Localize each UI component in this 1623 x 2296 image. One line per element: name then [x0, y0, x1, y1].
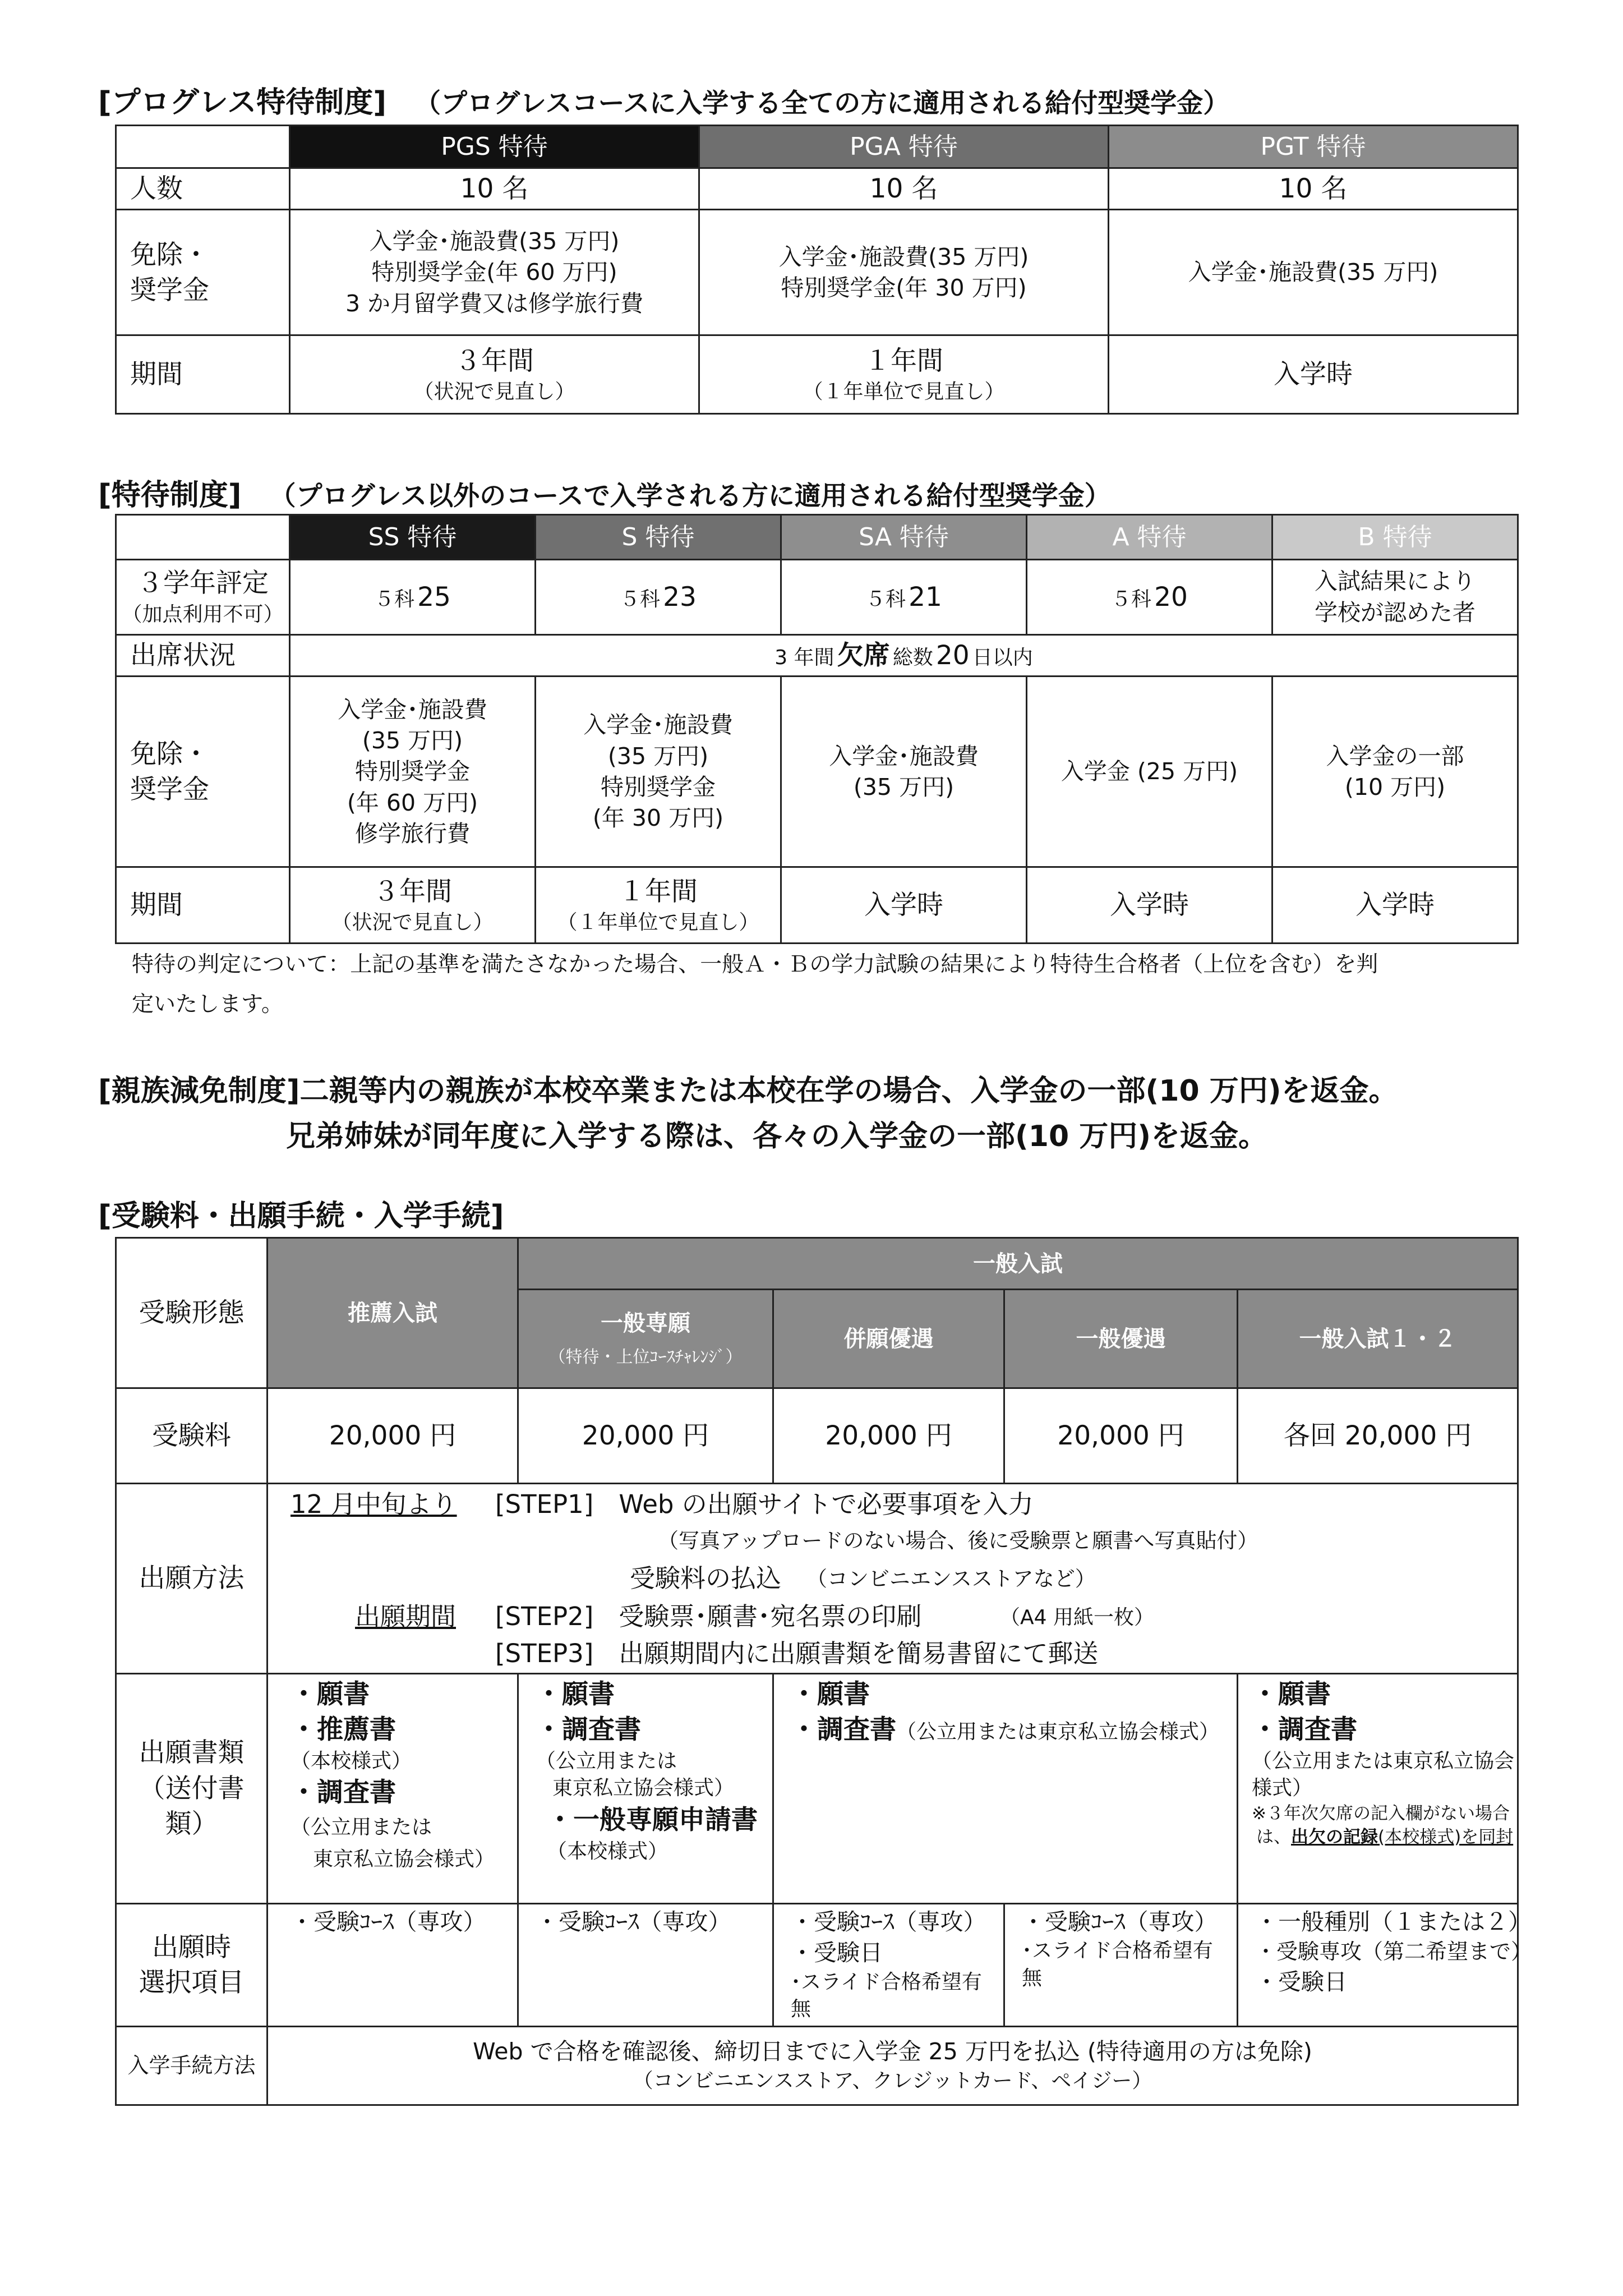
- method-date: 12 月中旬より: [291, 1489, 457, 1519]
- ippan12-header: 一般入試１・２: [1238, 1290, 1518, 1388]
- label-line: 選択項目: [139, 1967, 245, 1998]
- grade-prefix: ５科: [865, 587, 906, 611]
- sengan-fee: 20,000 円: [518, 1388, 773, 1484]
- label-line: 出願時: [152, 1931, 231, 1963]
- pgs-exemption: [290, 210, 699, 335]
- method-step1-pay: 受験料の払込: [630, 1563, 782, 1593]
- doc-note: （公立用または東京私立協会様式）: [896, 1720, 1220, 1744]
- b-period: 入学時: [1272, 867, 1518, 944]
- doc-note: [1252, 1826, 1515, 1849]
- period-main: ３年間: [373, 876, 452, 907]
- select-item: ・受験ｺｰｽ（専攻）: [791, 1908, 986, 1935]
- exam-section: [98, 1192, 1533, 2106]
- doc-item: ・願書: [1252, 1679, 1331, 1710]
- a-exemption: 入学金 (25 万円): [1027, 677, 1272, 867]
- method-step3: [STEP3] 出願期間内に出願書類を簡易書留にて郵送: [495, 1639, 1099, 1668]
- attendance-value: [290, 635, 1518, 677]
- select-item: ・受験日: [791, 1939, 883, 1967]
- grade-value: 20: [1154, 581, 1188, 613]
- select-item: ･スライド合格希望有無: [791, 1970, 982, 2021]
- select-item: ・一般種別（１または２）: [1255, 1908, 1531, 1935]
- b-grade: [1272, 560, 1518, 635]
- exemption-line: (年 60 万円): [347, 789, 478, 816]
- pga-exemption: [699, 210, 1109, 335]
- doc-item: [791, 1712, 1232, 1747]
- note-line: 定いたします。: [132, 991, 283, 1017]
- ss-exemption: [290, 677, 536, 867]
- label-line: 奨学金: [130, 274, 209, 306]
- exemption-label: [116, 677, 290, 867]
- kinship-line1: [親族減免制度]二親等内の親族が本校卒業または本校在学の場合、入学金の一部(10 万円)を返金。: [98, 1074, 1398, 1108]
- s-exemption: [536, 677, 781, 867]
- exemption-line: (35 万円): [607, 742, 709, 770]
- enroll-content: [268, 2026, 1518, 2105]
- pga-count: 10 名: [699, 168, 1109, 210]
- period-label: 期間: [116, 335, 290, 414]
- grade-prefix: ５科: [374, 587, 415, 611]
- method-label: 出願方法: [116, 1484, 268, 1674]
- header-main: 一般専願: [601, 1310, 690, 1337]
- period-note: （１年単位で見直し）: [803, 380, 1005, 404]
- doc-item: ・願書: [791, 1679, 870, 1710]
- ippan-header: 一般入試: [518, 1238, 1518, 1290]
- exemption-line: 特別奨学金: [355, 758, 470, 785]
- method-step1-pay-note: （コンビニエンスストアなど）: [806, 1567, 1096, 1591]
- pgt-count: 10 名: [1109, 168, 1518, 210]
- method-step1-note: （写真アップロードのない場合、後に受験票と願書へ写真貼付）: [658, 1529, 1258, 1553]
- sa-header: SA 特待: [781, 515, 1027, 560]
- doc-item: [291, 1712, 513, 1775]
- doc-note: 東京私立協会様式）: [313, 1847, 495, 1871]
- grade-line: 入試結果により: [1315, 568, 1476, 595]
- kinship-section: [98, 1069, 1556, 1159]
- method-step2: [STEP2] 受験票･願書･宛名票の印刷: [495, 1602, 922, 1631]
- b-header: B 特待: [1272, 515, 1518, 560]
- select-label: [116, 1904, 268, 2027]
- s-header: S 特待: [536, 515, 781, 560]
- pga-header: PGA 特待: [699, 126, 1109, 168]
- label-line: 奨学金: [130, 774, 209, 805]
- pgs-count: 10 名: [290, 168, 699, 210]
- select-item: ・受験日: [1255, 1968, 1347, 1995]
- sa-period: 入学時: [781, 867, 1027, 944]
- method-step2-note: （A4 用紙一枚）: [1000, 1606, 1154, 1629]
- enroll-line: Web で合格を確認後、締切日までに入学金 25 万円を払込 (特待適用の方は免除): [473, 2038, 1312, 2065]
- heigan-header: 併願優遇: [773, 1290, 1004, 1388]
- suisen-docs: [268, 1674, 518, 1904]
- exemption-line: 入学金の一部: [1326, 742, 1464, 770]
- method-step1: [STEP1] Web の出願サイトで必要事項を入力: [495, 1489, 1034, 1519]
- tokutai-note: [132, 945, 1517, 1024]
- label-line: （送付書類）: [139, 1773, 245, 1840]
- period-note: （１年単位で見直し）: [557, 911, 759, 935]
- header-note: （特待・上位ｺｰｽﾁｬﾚﾝｼﾞ）: [548, 1347, 743, 1368]
- exam-heading: [98, 1192, 1517, 1237]
- exemption-line: 入学金･施設費: [583, 711, 733, 739]
- tokutai-section: [98, 471, 1517, 1024]
- exemption-label: [116, 210, 290, 335]
- sa-grade: [781, 560, 1027, 635]
- count-label: 人数: [116, 168, 290, 210]
- docs-label: [116, 1674, 268, 1904]
- doc-item: ・調査書: [291, 1777, 396, 1809]
- period-note: （状況で見直し）: [331, 911, 494, 935]
- yugu-select: [1004, 1904, 1238, 2027]
- doc-note: （本校様式）: [547, 1839, 668, 1863]
- method-content: [268, 1484, 1518, 1674]
- tokutai-heading: [98, 471, 1517, 516]
- doc-name: ・調査書: [791, 1714, 896, 1746]
- doc-name: ・推薦書: [291, 1714, 396, 1746]
- exam-table: [115, 1237, 1533, 2106]
- grade-prefix: ５科: [1111, 587, 1152, 611]
- corner-cell: [116, 126, 290, 168]
- b-exemption: [1272, 677, 1518, 867]
- note-part: (本校様式)を同封: [1378, 1826, 1514, 1847]
- doc-item: ・調査書: [536, 1714, 641, 1746]
- s-grade: [536, 560, 781, 635]
- period-note: （状況で見直し）: [413, 380, 575, 404]
- exemption-line: 入学金･施設費: [829, 742, 979, 770]
- progress-heading: [98, 79, 1517, 123]
- pgt-period: 入学時: [1109, 335, 1518, 414]
- label-line: ３学年評定: [137, 568, 269, 599]
- section-title: [プログレス特待制度]: [98, 86, 386, 119]
- grade-line: 学校が認めた者: [1315, 599, 1476, 626]
- exemption-line: 入学金･施設費(35 万円): [369, 227, 620, 255]
- enroll-label: 入学手続方法: [116, 2026, 268, 2105]
- section-title: [特待制度]: [98, 478, 242, 512]
- a-grade: [1027, 560, 1272, 635]
- exemption-line: 特別奨学金(年 60 万円): [371, 259, 617, 286]
- note-line: 特待の判定について：上記の基準を満たさなかった場合、一般Ａ・Ｂの学力試験の結果により特待生合格者（上位を含む）を判: [132, 952, 1378, 978]
- select-item: ・受験専攻（第二希望まで）: [1255, 1939, 1533, 1964]
- sengan-docs: [518, 1674, 773, 1904]
- attendance-label: 出席状況: [116, 635, 290, 677]
- kinship-line2: 兄弟姉妹が同年度に入学する際は、各々の入学金の一部(10 万円)を返金。: [286, 1119, 1267, 1153]
- ippan-fee: 各回 20,000 円: [1238, 1388, 1518, 1484]
- attendance-absent: 欠席: [837, 640, 890, 671]
- note-part: 出欠の記録: [1291, 1826, 1378, 1847]
- pgs-period: [290, 335, 699, 414]
- exemption-line: 特別奨学金(年 30 万円): [781, 274, 1027, 301]
- grade-prefix: ５科: [620, 587, 661, 611]
- attendance-num: 20: [935, 640, 970, 671]
- heigan-fee: 20,000 円: [773, 1388, 1004, 1484]
- label-line: 免除・: [130, 738, 209, 770]
- doc-note: （公立用または東京私立協会: [1252, 1749, 1515, 1773]
- doc-note: 東京私立協会様式）: [552, 1777, 735, 1800]
- attendance-pre: 3 年間: [774, 646, 834, 669]
- label-note: （加点利用不可）: [122, 602, 284, 626]
- method-period: 出願期間: [355, 1602, 457, 1631]
- corner-cell: [116, 515, 290, 560]
- doc-item: ・願書: [291, 1679, 370, 1710]
- sengan-header: [518, 1290, 773, 1388]
- grade-value: 23: [663, 581, 697, 613]
- pgs-header: PGS 特待: [290, 126, 699, 168]
- enroll-line: （コンビニエンスストア、クレジットカード、ペイジー）: [633, 2069, 1152, 2092]
- heigan-yugu-docs: [773, 1674, 1238, 1904]
- exemption-line: 入学金･施設費: [338, 696, 487, 723]
- attendance-mid: 総数: [892, 646, 933, 669]
- doc-note: 様式）: [1252, 1777, 1313, 1800]
- doc-item: ・調査書: [1252, 1714, 1357, 1746]
- select-item: ・受験ｺｰｽ（専攻）: [1022, 1908, 1218, 1935]
- exemption-line: 修学旅行費: [355, 820, 470, 847]
- suisen-select: [268, 1904, 518, 2027]
- exemption-line: 入学金･施設費(35 万円): [778, 243, 1029, 270]
- exemption-line: 特別奨学金: [601, 773, 716, 800]
- doc-note: （公立用または: [536, 1749, 677, 1773]
- select-item: ･スライド合格希望有無: [1022, 1939, 1213, 1990]
- ippan-docs: [1238, 1674, 1518, 1904]
- section-subtitle: （プログレスコースに入学する全ての方に適用される給付型奨学金）: [414, 88, 1230, 119]
- exemption-line: (35 万円): [853, 773, 955, 800]
- tokutai-table: [115, 514, 1519, 944]
- exemption-line: (35 万円): [362, 726, 463, 754]
- sa-exemption: [781, 677, 1027, 867]
- section-subtitle: （プログレス以外のコースで入学される方に適用される給付型奨学金）: [269, 481, 1111, 512]
- pgt-header: PGT 特待: [1109, 126, 1518, 168]
- section-title: [受験料・出願手続・入学手続]: [98, 1199, 504, 1233]
- doc-item: ・願書: [536, 1679, 615, 1710]
- doc-note: （公立用または: [291, 1815, 432, 1839]
- ss-grade: [290, 560, 536, 635]
- period-label: 期間: [116, 867, 290, 944]
- exemption-line: (10 万円): [1344, 773, 1446, 800]
- type-label: 受験形態: [116, 1238, 268, 1388]
- label-line: 出願書類: [139, 1737, 245, 1769]
- ss-period: [290, 867, 536, 944]
- period-main: １年間: [619, 876, 698, 907]
- suisen-header: 推薦入試: [268, 1238, 518, 1388]
- a-period: 入学時: [1027, 867, 1272, 944]
- ss-header: SS 特待: [290, 515, 536, 560]
- fee-label: 受験料: [116, 1388, 268, 1484]
- s-period: [536, 867, 781, 944]
- select-item: ・受験ｺｰｽ（専攻）: [536, 1908, 731, 1935]
- grade-label: [116, 560, 290, 635]
- attendance-post: 日以内: [972, 646, 1033, 669]
- progress-section: [98, 79, 1517, 415]
- ippan-select: [1238, 1904, 1533, 2027]
- doc-item: ・一般専願申請書: [547, 1805, 758, 1836]
- suisen-fee: 20,000 円: [268, 1388, 518, 1484]
- exemption-line: 3 か月留学費又は修学旅行費: [345, 289, 644, 317]
- pgt-exemption: 入学金･施設費(35 万円): [1109, 210, 1518, 335]
- note-part: は、: [1256, 1826, 1291, 1847]
- period-main: １年間: [864, 345, 943, 376]
- heigan-select: [773, 1904, 1004, 2027]
- grade-value: 21: [909, 581, 942, 613]
- exemption-line: (年 30 万円): [592, 804, 724, 832]
- label-line: 免除・: [130, 239, 209, 270]
- pga-period: [699, 335, 1109, 414]
- doc-note: （本校様式）: [291, 1749, 412, 1773]
- select-item: ・受験ｺｰｽ（専攻）: [291, 1908, 486, 1935]
- grade-value: 25: [417, 581, 451, 613]
- sengan-select: [518, 1904, 773, 2027]
- yugu-header: 一般優遇: [1004, 1290, 1238, 1388]
- doc-note: ※３年次欠席の記入欄がない場合: [1252, 1803, 1510, 1824]
- progress-table: [115, 125, 1519, 415]
- a-header: A 特待: [1027, 515, 1272, 560]
- period-main: ３年間: [455, 345, 534, 376]
- yugu-fee: 20,000 円: [1004, 1388, 1238, 1484]
